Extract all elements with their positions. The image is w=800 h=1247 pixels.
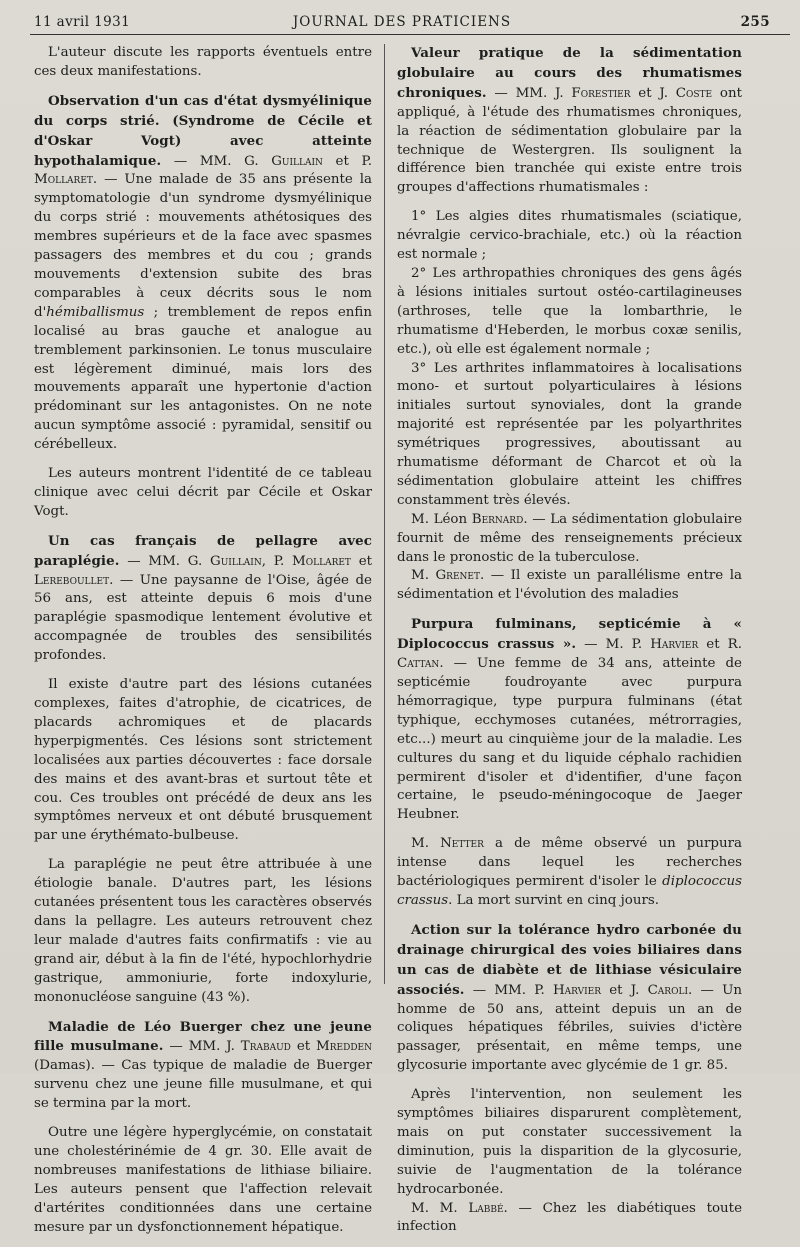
- article-title: Observation d'un cas d'état dysmyélinique du corps strié. (Syndrome de Cécile et d'Oskar Vogt) avec atteinte hypothalamique.: [34, 92, 372, 169]
- author-name: Caroli: [647, 982, 688, 998]
- article-paragraph: Outre une légère hyperglycémie, on constatait une cholestérinémie de 4 gr. 30. Elle avait de nombreuses manifestations de lithiase biliaire. Les auteurs pensent que l'affection relevait d'artérites conditionnées dans une certaine mesure par un dysfonctionnement hépatique.: [34, 1125, 372, 1235]
- author-name: Mredden: [316, 1039, 372, 1055]
- author-name: Netter: [440, 836, 484, 852]
- header-page-number: 255: [740, 14, 770, 30]
- article-paragraph: Après l'intervention, non seulement les symptômes biliaires disparurent complètement, mais on put constater successivement la diminution, puis la disparition de la glycosurie, suivie de l'augmentation de la tolérance hydrocarbonée.: [397, 1087, 742, 1197]
- right-column: [397, 44, 742, 1247]
- discussion-paragraph: M. Netter a de même observé un purpura intense dans lequel les recherches bactériologiques permirent d'isoler le diplococcus crassus. La mort survint en cinq jours.: [397, 836, 742, 908]
- article-sedimentation: [397, 44, 742, 605]
- article-pellagre: [34, 532, 372, 1008]
- article-body: Un cas français de pellagre avec paraplégie. — MM. G. Guillain, P. Mollaret et Lereboullet. — Une paysanne de l'Oise, âgée de 56 ans, est atteinte depuis 6 mois d'une paraplégie spasmodique lentement évolutive et accompagnée de troubles des sensibilités profondes.: [34, 532, 373, 664]
- article-title: Valeur pratique de la sédimentation globulaire au cours des rhumatismes chroniques.: [397, 45, 742, 101]
- article-paragraph: Les auteurs montrent l'identité de ce tableau clinique avec celui décrit par Cécile et Oskar Vogt.: [34, 466, 372, 519]
- left-column: [34, 44, 372, 1247]
- discussion-paragraph: M. M. Labbé. — Chez les diabétiques toute infection: [397, 1200, 742, 1235]
- author-name: Mollaret: [34, 172, 93, 188]
- article-title: Action sur la tolérance hydro carbonée du drainage chirurgical des voies biliaires dans un cas de diabète et de lithiase vésiculaire associés.: [397, 921, 742, 998]
- author-name: Harvier: [553, 982, 602, 998]
- column-divider: [384, 44, 385, 984]
- article-title: Un cas français de pellagre avec paraplégie.: [34, 532, 372, 569]
- article-title: Purpura fulminans, septicémie à « Diplococcus crassus ».: [397, 616, 742, 653]
- page-header: [34, 14, 770, 34]
- author-name: Mollaret: [292, 553, 351, 569]
- author-name: Trabaud: [240, 1039, 291, 1055]
- article-paragraph: Il existe d'autre part des lésions cutanées complexes, faites d'atrophie, de cicatrices, de placards achromiques et de placards hyperpigmentés. Ces lésions sont strictement localisées aux parties découvertes : face dorsale des mains et des avant-bras et surtout tête et cou. Ces troubles ont précédé de deux ans les symptômes nerveux et ont débuté brusquement par une érythémato-bulbeuse.: [34, 677, 372, 844]
- author-name: Bernard: [471, 511, 524, 527]
- article-purpura: [397, 615, 742, 911]
- article-tolerance: [397, 921, 742, 1238]
- author-name: Guillain: [271, 153, 323, 169]
- author-name: Guillain: [210, 553, 262, 569]
- author-name: Lereboullet: [34, 572, 110, 588]
- article-body: Action sur la tolérance hydro carbonée du drainage chirurgical des voies biliaires dans un cas de diabète et de lithiase vésiculaire associés. — MM. P. Harvier et J. Caroli. — Un homme de 50 ans, atteint depuis un an de coliques hépatiques fébriles, suivies d'ictère passager, présentait, en même temps, une glycosurie importante avec glycémie de 1 gr. 85.: [397, 921, 742, 1074]
- author-name: Coste: [675, 85, 713, 101]
- header-rule: [30, 34, 790, 35]
- author-name: Forestier: [571, 85, 631, 101]
- article-body: Valeur pratique de la sédimentation globulaire au cours des rhumatismes chroniques. — MM. J. Forestier et J. Coste ont appliqué, à l'étude des rhumatismes chroniques, la réaction de sédimentation globulaire par la technique de Westergren. Ils soulignent la différence bien tranchée qui existe entre trois groupes d'affections rhumatismales :: [397, 45, 742, 196]
- article-body: Purpura fulminans, septicémie à « Diplococcus crassus ». — M. P. Harvier et R. Cattan. — Une femme de 34 ans, atteinte de septicémie foudroyante avec purpura hémorragique, type purpura fulminans (état typhique, ecchymoses cutanées, métrorragies, etc...) meurt au cinquième jour de la maladie. Les cultures du sang et du liquide céphalo rachidien permirent d'isoler et d'identifier, d'une façon certaine, le pseudo-méningocoque de Jaeger Heubner.: [397, 616, 742, 823]
- article-title: Maladie de Léo Buerger chez une jeune fille musulmane.: [34, 1018, 372, 1055]
- discussion-paragraph: M. Léon Bernard. — La sédimentation globulaire fournit de même des renseignements précieux dans le pronostic de la tuberculose.: [397, 511, 742, 565]
- article-dysmyelinique: [34, 92, 372, 522]
- author-name: Cattan: [397, 656, 440, 672]
- italic-term: diplococcus crassus: [397, 874, 742, 908]
- author-name: Harvier: [650, 637, 699, 653]
- italic-term: hémiballismus: [46, 304, 145, 320]
- discussion-paragraph: M. Grenet. — Il existe un parallélisme entre la sédimentation et l'évolution des maladies: [397, 568, 742, 603]
- article-body: Maladie de Léo Buerger chez une jeune fille musulmane. — MM. J. Trabaud et Mredden (Damas). — Cas typique de maladie de Buerger survenu chez une jeune fille musulmane, et qui se termina par la mort.: [34, 1018, 372, 1112]
- article-paragraph: La paraplégie ne peut être attribuée à une étiologie banale. D'autres part, les lésions cutanées présentent tous les caractères observés dans la pellagre. Les auteurs retrouvent chez leur malade d'autres faits confirmatifs : vie au grand air, début à la fin de l'été, hypochlorhydrie gastrique, ammoniurie, forte indoxylurie, mononucléose sanguine (43 %).: [34, 857, 372, 1005]
- article-buerger: [34, 1018, 372, 1238]
- list-item: 3° Les arthrites inflammatoires à localisations mono- et surtout polyarticulaires à lésions initiales surtout synoviales, dont la grande majorité est représentée par les polyarthrites symétriques progressives, aboutissant au rhumatisme déformant de Charcot et où la sédimentation globulaire atteint les chiffres constamment très élevés.: [397, 360, 742, 508]
- author-name: Grenet: [435, 568, 480, 584]
- list-item: 1° Les algies dites rhumatismales (sciatique, névralgie cervico-brachiale, etc.) où la réaction est normale ;: [397, 209, 742, 263]
- list-item: 2° Les arthropathies chroniques des gens âgés à lésions initiales surtout ostéo-cartilagineuses (arthroses, telle que la lombarthrie, le rhumatisme d'Heberden, le morbus coxæ senilis, etc.), où elle est également normale ;: [397, 265, 742, 357]
- article-body: Observation d'un cas d'état dysmyélinique du corps strié. (Syndrome de Cécile et d'Oskar Vogt) avec atteinte hypothalamique. — MM. G. Guillain et P. Mollaret. — Une malade de 35 ans présente la symptomatologie d'un syndrome dysmyélinique du corps strié : mouvements athétosiques des membres supérieurs et de la face avec spasmes passagers des membres et du cou ; grands mouvements d'extension subite des bras comparables à ceux décrits sous le nom d'hémiballismus ; tremblement de repos enfin localisé au bras gauche et analogue au tremblement parkinsonien. Le tonus musculaire est légèrement diminué, mais lors des mouvements apparaît une hypertonie d'action prédominant sur les antagonistes. On ne note aucun symptôme associé : pyramidal, sensitif ou cérébelleux.: [34, 92, 372, 453]
- author-name: Labbé: [468, 1200, 504, 1216]
- header-date: 11 avril 1931: [34, 14, 131, 30]
- header-journal-title: JOURNAL DES PRATICIENS: [292, 14, 512, 30]
- intro-paragraph: L'auteur discute les rapports éventuels entre ces deux manifestations.: [34, 45, 372, 79]
